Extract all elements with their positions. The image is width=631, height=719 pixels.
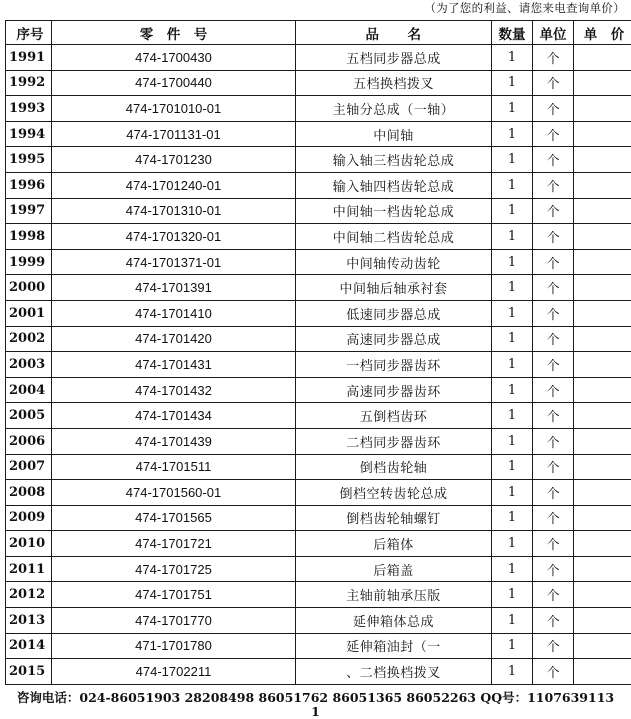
row-part-number: 474-1701320-01 — [52, 224, 296, 250]
row-part-number: 474-1702211 — [52, 659, 296, 685]
row-part-number: 474-1701431 — [52, 352, 296, 378]
row-unit-price — [574, 172, 631, 198]
row-seq: 2004 — [6, 377, 52, 403]
row-product-name: 高速同步器齿环 — [296, 377, 492, 403]
row-unit: 个 — [533, 428, 574, 454]
row-product-name: 倒档空转齿轮总成 — [296, 480, 492, 506]
row-part-number: 474-1701565 — [52, 505, 296, 531]
row-unit-price — [574, 198, 631, 224]
table-row — [6, 659, 631, 685]
row-unit: 个 — [533, 352, 574, 378]
row-product-name: 高速同步器总成 — [296, 326, 492, 352]
row-product-name: 中间轴 — [296, 121, 492, 147]
row-seq: 2014 — [6, 633, 52, 659]
row-product-name: 一档同步器齿环 — [296, 352, 492, 378]
row-seq: 2015 — [6, 659, 52, 685]
row-quantity: 1 — [492, 454, 533, 480]
table-row — [6, 300, 631, 326]
row-quantity: 1 — [492, 608, 533, 634]
row-unit: 个 — [533, 198, 574, 224]
header-seq: 序号 — [6, 21, 52, 45]
row-unit-price — [574, 224, 631, 250]
table-row — [6, 249, 631, 275]
row-unit: 个 — [533, 480, 574, 506]
row-part-number: 474-1701725 — [52, 556, 296, 582]
row-part-number: 474-1701511 — [52, 454, 296, 480]
row-quantity: 1 — [492, 300, 533, 326]
table-row — [6, 403, 631, 429]
row-part-number: 474-1701230 — [52, 147, 296, 173]
row-quantity: 1 — [492, 403, 533, 429]
row-quantity: 1 — [492, 505, 533, 531]
row-part-number: 474-1701310-01 — [52, 198, 296, 224]
row-unit: 个 — [533, 454, 574, 480]
row-seq: 1998 — [6, 224, 52, 250]
row-unit-price — [574, 275, 631, 301]
row-product-name: 倒档齿轮轴螺钉 — [296, 505, 492, 531]
row-unit: 个 — [533, 172, 574, 198]
row-unit: 个 — [533, 147, 574, 173]
header-part-number: 零 件 号 — [52, 21, 296, 45]
row-unit: 个 — [533, 70, 574, 96]
row-unit-price — [574, 326, 631, 352]
row-product-name: 五档换档拨叉 — [296, 70, 492, 96]
page-number: 1 — [311, 704, 320, 719]
row-seq: 1991 — [6, 45, 52, 71]
row-unit-price — [574, 608, 631, 634]
row-part-number: 474-1701721 — [52, 531, 296, 557]
row-part-number: 471-1701780 — [52, 633, 296, 659]
row-seq: 2009 — [6, 505, 52, 531]
row-quantity: 1 — [492, 198, 533, 224]
row-part-number: 474-1700440 — [52, 70, 296, 96]
row-seq: 2008 — [6, 480, 52, 506]
table-row — [6, 70, 631, 96]
table-row — [6, 377, 631, 403]
row-seq: 2010 — [6, 531, 52, 557]
row-quantity: 1 — [492, 480, 533, 506]
row-product-name: 二档同步器齿环 — [296, 428, 492, 454]
row-unit-price — [574, 147, 631, 173]
row-unit-price — [574, 70, 631, 96]
row-unit-price — [574, 377, 631, 403]
row-quantity: 1 — [492, 582, 533, 608]
row-unit: 个 — [533, 633, 574, 659]
row-quantity: 1 — [492, 45, 533, 71]
row-quantity: 1 — [492, 352, 533, 378]
row-unit-price — [574, 659, 631, 685]
table-row — [6, 454, 631, 480]
row-unit-price — [574, 403, 631, 429]
row-seq: 2002 — [6, 326, 52, 352]
table-row — [6, 556, 631, 582]
row-quantity: 1 — [492, 172, 533, 198]
row-product-name: 后箱体 — [296, 531, 492, 557]
row-part-number: 474-1701371-01 — [52, 249, 296, 275]
row-unit: 个 — [533, 582, 574, 608]
row-product-name: 五倒档齿环 — [296, 403, 492, 429]
table-row — [6, 352, 631, 378]
table-row — [6, 480, 631, 506]
row-product-name: 中间轴传动齿轮 — [296, 249, 492, 275]
row-unit-price — [574, 352, 631, 378]
row-unit: 个 — [533, 300, 574, 326]
table-row — [6, 45, 631, 71]
row-unit: 个 — [533, 608, 574, 634]
row-part-number: 474-1701560-01 — [52, 480, 296, 506]
row-part-number: 474-1700430 — [52, 45, 296, 71]
row-unit-price — [574, 633, 631, 659]
row-seq: 2005 — [6, 403, 52, 429]
table-row — [6, 326, 631, 352]
row-unit-price — [574, 556, 631, 582]
row-product-name: 中间轴二档齿轮总成 — [296, 224, 492, 250]
table-row — [6, 96, 631, 122]
row-quantity: 1 — [492, 428, 533, 454]
row-seq: 2001 — [6, 300, 52, 326]
row-unit-price — [574, 454, 631, 480]
row-product-name: 输入轴三档齿轮总成 — [296, 147, 492, 173]
row-quantity: 1 — [492, 556, 533, 582]
row-unit-price — [574, 531, 631, 557]
row-part-number: 474-1701410 — [52, 300, 296, 326]
row-quantity: 1 — [492, 70, 533, 96]
row-unit-price — [574, 505, 631, 531]
row-part-number: 474-1701010-01 — [52, 96, 296, 122]
row-unit: 个 — [533, 249, 574, 275]
table-row — [6, 505, 631, 531]
row-part-number: 474-1701420 — [52, 326, 296, 352]
row-part-number: 474-1701391 — [52, 275, 296, 301]
row-part-number: 474-1701770 — [52, 608, 296, 634]
row-quantity: 1 — [492, 121, 533, 147]
table-row — [6, 275, 631, 301]
price-inquiry-note: （为了您的利益、请您来电查询单价） — [424, 1, 625, 15]
header-unit-price: 单 价 — [574, 21, 631, 45]
row-seq: 2011 — [6, 556, 52, 582]
row-product-name: 五档同步器总成 — [296, 45, 492, 71]
row-unit: 个 — [533, 659, 574, 685]
row-part-number: 474-1701432 — [52, 377, 296, 403]
row-quantity: 1 — [492, 96, 533, 122]
row-product-name: 延伸箱油封（一 — [296, 633, 492, 659]
row-unit: 个 — [533, 326, 574, 352]
row-product-name: 延伸箱体总成 — [296, 608, 492, 634]
header-product-name: 品 名 — [296, 21, 492, 45]
row-unit-price — [574, 249, 631, 275]
row-part-number: 474-1701131-01 — [52, 121, 296, 147]
table-row — [6, 198, 631, 224]
row-unit: 个 — [533, 96, 574, 122]
row-unit-price — [574, 121, 631, 147]
row-seq: 1994 — [6, 121, 52, 147]
table-row — [6, 633, 631, 659]
row-unit-price — [574, 300, 631, 326]
table-row — [6, 147, 631, 173]
row-seq: 1995 — [6, 147, 52, 173]
row-seq: 1992 — [6, 70, 52, 96]
row-unit: 个 — [533, 45, 574, 71]
row-product-name: 低速同步器总成 — [296, 300, 492, 326]
row-seq: 2012 — [6, 582, 52, 608]
row-seq: 1997 — [6, 198, 52, 224]
row-quantity: 1 — [492, 377, 533, 403]
row-unit: 个 — [533, 377, 574, 403]
row-unit: 个 — [533, 275, 574, 301]
row-unit-price — [574, 582, 631, 608]
row-part-number: 474-1701434 — [52, 403, 296, 429]
row-unit: 个 — [533, 556, 574, 582]
row-unit: 个 — [533, 121, 574, 147]
row-seq: 1993 — [6, 96, 52, 122]
table-row — [6, 428, 631, 454]
table-header-row — [6, 21, 631, 45]
table-row — [6, 121, 631, 147]
row-unit-price — [574, 96, 631, 122]
row-unit-price — [574, 428, 631, 454]
row-unit: 个 — [533, 224, 574, 250]
header-quantity: 数量 — [492, 21, 533, 45]
row-product-name: 主轴分总成（一轴） — [296, 96, 492, 122]
header-unit: 单位 — [533, 21, 574, 45]
row-seq: 2000 — [6, 275, 52, 301]
row-quantity: 1 — [492, 224, 533, 250]
row-unit-price — [574, 480, 631, 506]
row-quantity: 1 — [492, 633, 533, 659]
row-quantity: 1 — [492, 326, 533, 352]
row-product-name: 、二档换档拨叉 — [296, 659, 492, 685]
row-unit-price — [574, 45, 631, 71]
row-quantity: 1 — [492, 275, 533, 301]
row-part-number: 474-1701439 — [52, 428, 296, 454]
row-quantity: 1 — [492, 659, 533, 685]
row-seq: 2007 — [6, 454, 52, 480]
table-row — [6, 172, 631, 198]
row-part-number: 474-1701751 — [52, 582, 296, 608]
row-seq: 2003 — [6, 352, 52, 378]
row-seq: 2006 — [6, 428, 52, 454]
row-unit: 个 — [533, 531, 574, 557]
row-unit: 个 — [533, 505, 574, 531]
table-row — [6, 224, 631, 250]
row-product-name: 主轴前轴承压版 — [296, 582, 492, 608]
row-product-name: 倒档齿轮轴 — [296, 454, 492, 480]
row-seq: 1999 — [6, 249, 52, 275]
row-quantity: 1 — [492, 249, 533, 275]
row-quantity: 1 — [492, 147, 533, 173]
row-part-number: 474-1701240-01 — [52, 172, 296, 198]
contact-footer: 咨询电话：024-86051903 28208498 86051762 86051365 86052263 QQ号：1107639113 — [16, 690, 615, 705]
row-product-name: 中间轴一档齿轮总成 — [296, 198, 492, 224]
row-unit: 个 — [533, 403, 574, 429]
table-row — [6, 531, 631, 557]
table-row — [6, 582, 631, 608]
row-seq: 1996 — [6, 172, 52, 198]
parts-table — [5, 20, 631, 685]
row-product-name: 中间轴后轴承衬套 — [296, 275, 492, 301]
row-product-name: 输入轴四档齿轮总成 — [296, 172, 492, 198]
table-row — [6, 608, 631, 634]
row-product-name: 后箱盖 — [296, 556, 492, 582]
row-quantity: 1 — [492, 531, 533, 557]
row-seq: 2013 — [6, 608, 52, 634]
